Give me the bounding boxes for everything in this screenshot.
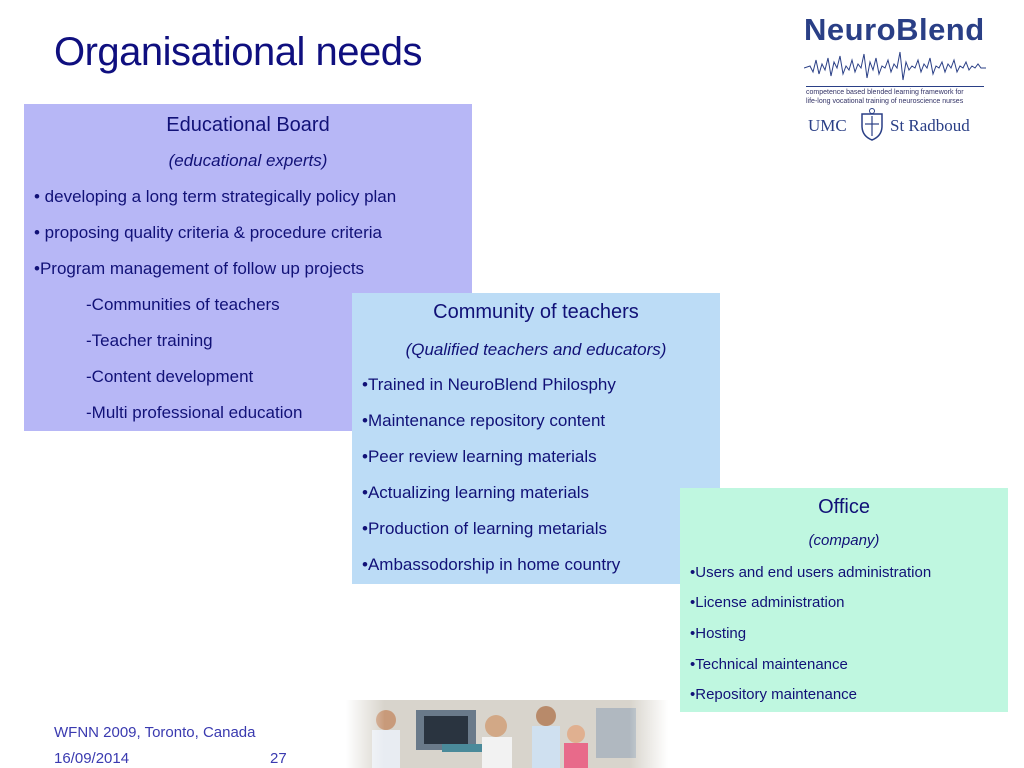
- umc-label: UMC: [808, 116, 847, 135]
- board-item: • developing a long term strategically policy plan: [34, 187, 397, 206]
- community-of-teachers-box: [352, 293, 720, 584]
- board-subitem: -Teacher training: [86, 331, 213, 350]
- board-subitem: -Communities of teachers: [86, 295, 280, 314]
- teachers-item: •Maintenance repository content: [362, 411, 606, 430]
- board-item: • proposing quality criteria & procedure criteria: [34, 223, 383, 242]
- teachers-item: •Actualizing learning materials: [362, 483, 590, 502]
- teachers-item: •Peer review learning materials: [362, 447, 597, 466]
- eeg-wave-icon: [804, 48, 986, 84]
- office-item: •Technical maintenance: [690, 656, 848, 673]
- teachers-item: •Ambassodorship in home country: [362, 555, 621, 574]
- footer-date: 16/09/2014: [54, 750, 130, 767]
- board-subitem: -Content development: [86, 367, 254, 386]
- board-item: •Program management of follow up projects: [34, 259, 365, 278]
- office-box: [680, 488, 1008, 712]
- board-subheading: (educational experts): [168, 151, 328, 170]
- footer-page-number: 27: [270, 750, 287, 767]
- teachers-subheading: (Qualified teachers and educators): [405, 340, 667, 359]
- neuroblend-logo: [800, 8, 988, 148]
- logo-tagline: [806, 88, 986, 106]
- nurses-photo: [346, 700, 668, 768]
- teachers-item: •Production of learning metarials: [362, 519, 608, 538]
- logo-divider: [806, 86, 984, 87]
- office-item: •Repository maintenance: [690, 686, 858, 703]
- office-item: •Users and end users administration: [690, 564, 932, 581]
- board-subitem: -Multi professional education: [86, 403, 303, 422]
- brand-name: NeuroBlend: [804, 12, 985, 47]
- slide-title: Organisational needs: [54, 30, 423, 74]
- office-item: •License administration: [690, 594, 845, 611]
- footer-conference: WFNN 2009, Toronto, Canada: [54, 724, 256, 741]
- board-heading: Educational Board: [166, 114, 330, 136]
- office-item: •Hosting: [690, 625, 747, 642]
- office-subheading: (company): [808, 532, 880, 549]
- radboud-label: St Radboud: [890, 116, 970, 135]
- tagline-line-1: competence based blended learning framework for: [806, 89, 964, 96]
- office-heading: Office: [818, 496, 870, 518]
- teachers-item: •Trained in NeuroBlend Philosphy: [362, 375, 616, 394]
- crest-icon: [858, 108, 886, 142]
- tagline-line-2: life-long vocational training of neuroscience nurses: [806, 98, 964, 105]
- teachers-heading: Community of teachers: [433, 301, 639, 323]
